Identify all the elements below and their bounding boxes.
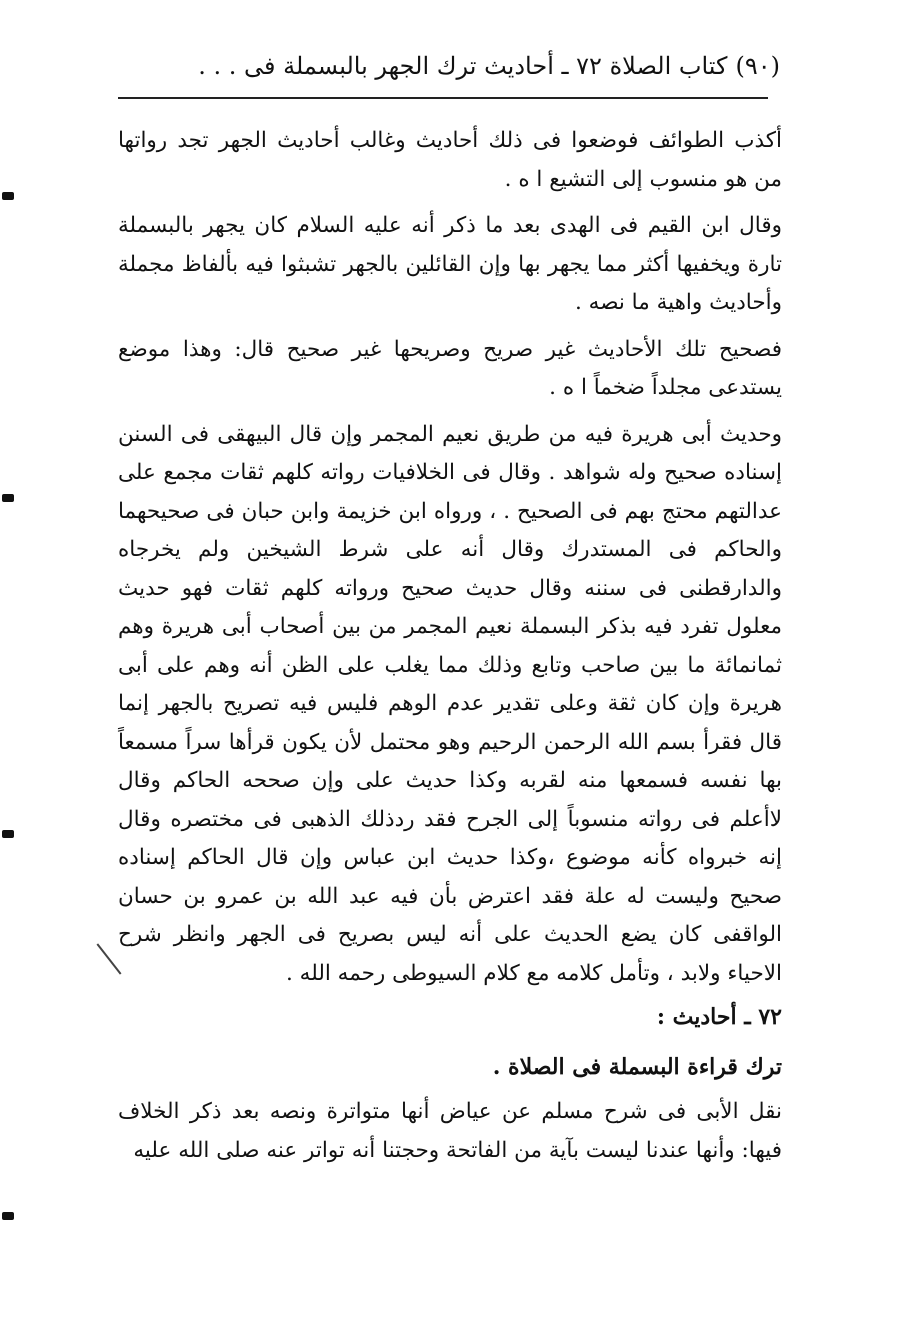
margin-mark — [2, 494, 14, 502]
header-rule — [118, 97, 768, 99]
paragraph-4: وحديث أبى هريرة فيه من طريق نعيم المجمر وإن قال البيهقى فى السنن إسناده صحيح وله شواهد . وقال فى الخلافيات رواته كلهم ثقات مجمع على عدالتهم محتج بهم فى الصحيح . ، ورواه ابن خزيمة وابن حبان فى صحيحهما والحاكم فى المستدرك وقال أنه على شرط الشيخين ولم يخرجاه والدارقطنى فى سننه وقال حديث صحيح ورواته كلهم ثقات فهو حديث معلول تفرد فيه بذكر البسملة نعيم المجمر من بين أصحاب أبى هريرة وهم ثمانمائة ما بين صاحب وتابع وذلك مما يغلب على الظن أنه وهم على أبى هريرة وإن كان ثقة وعلى تقدير عدم الوهم فليس فيه تصريح بالجهر إنما قال فقرأ بسم الله الرحمن الرحيم وهو محتمل لأن يكون قرأها سراً مسمعاً بها نفسه فسمعها منه لقربه وكذا حديث على وإن صححه الحاكم وقال لاأعلم فى رواته منسوباً إلى الجرح فقد ردذلك الذهبى فى مختصره وقال إنه خبرواه كأنه موضوع ،وكذا حديث ابن عباس وإن قال الحاكم إسناده صحيح وليست له علة فقد اعترض بأن فيه عبد الله بن عمرو بن حسان الواقفى كان يضع الحديث على أنه ليس بصريح فى الجهر وانظر شرح الاحياء ولابد ، وتأمل كلامه مع كلام السيوطى رحمه الله . — [118, 421, 782, 986]
page-body — [118, 122, 782, 1170]
page-number: (٩٠) — [735, 52, 780, 80]
paragraph-1: أكذب الطوائف فوضعوا فى ذلك أحاديث وغالب أحاديث الجهر تجد رواتها من هو منسوب إلى التشيع ا ه . — [118, 128, 782, 192]
section-title: ترك قراءة البسملة فى الصلاة . — [492, 1054, 782, 1080]
margin-mark — [2, 192, 14, 200]
paragraph-5: نقل الأبى فى شرح مسلم عن عياض أنها متواترة ونصه بعد ذكر الخلاف فيها: وأنها عندنا ليست بآية من الفاتحة وحجتنا أنه تواتر عنه صلى الله عليه — [118, 1099, 782, 1163]
paragraph-2: وقال ابن القيم فى الهدى بعد ما ذكر أنه عليه السلام كان يجهر بالبسملة تارة ويخفيها أكثر مما يجهر بها وإن القائلين بالجهر تشبثوا فيه بألفاظ مجملة وأحاديث واهية ما نصه . — [118, 213, 782, 315]
margin-mark — [2, 1212, 14, 1220]
section-number: ٧٢ ـ أحاديث : — [656, 1004, 782, 1030]
running-title: كتاب الصلاة ٧٢ ـ أحاديث ترك الجهر بالبسملة فى . . . — [198, 52, 728, 80]
page-header — [110, 46, 780, 86]
paragraph-3: فصحيح تلك الأحاديث غير صريح وصريحها غير صحيح قال: وهذا موضع يستدعى مجلداً ضخماً ا ه . — [118, 336, 782, 400]
margin-mark — [2, 830, 14, 838]
